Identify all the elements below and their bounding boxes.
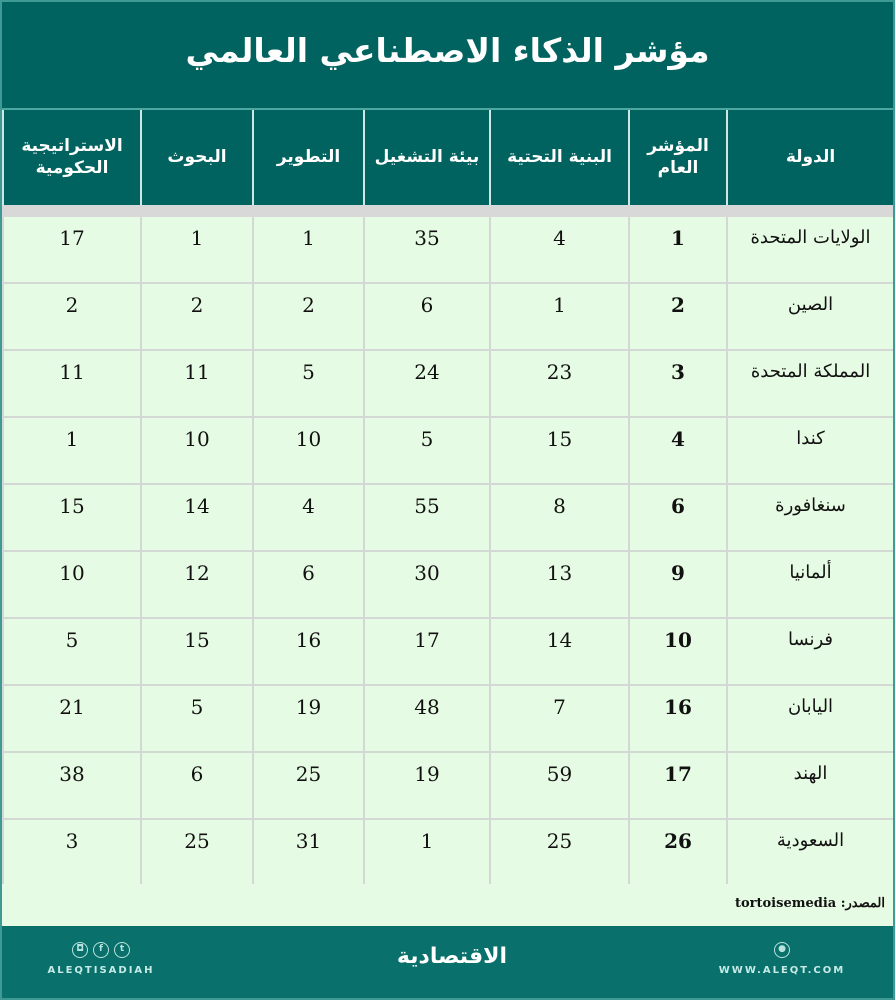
header-overall: المؤشر العام — [628, 110, 726, 205]
cell-government-strategy: 2 — [2, 284, 140, 349]
header-infrastructure: البنية التحتية — [489, 110, 628, 205]
cell-operating-environment: 30 — [363, 552, 489, 617]
header-government-strategy: الاستراتيجية الحكومية — [2, 110, 140, 205]
footer — [2, 926, 893, 998]
cell-research: 1 — [140, 217, 252, 282]
cell-research: 14 — [140, 485, 252, 550]
header-development: التطوير — [252, 110, 363, 205]
cell-country: الهند — [726, 753, 893, 818]
cell-country: كندا — [726, 418, 893, 483]
cell-infrastructure: 7 — [489, 686, 628, 751]
cell-development: 16 — [252, 619, 363, 684]
cell-overall: 4 — [628, 418, 726, 483]
cell-overall: 3 — [628, 351, 726, 416]
cell-operating-environment: 19 — [363, 753, 489, 818]
cell-country: اليابان — [726, 686, 893, 751]
web-icon: ● — [774, 942, 790, 958]
cell-government-strategy: 1 — [2, 418, 140, 483]
cell-government-strategy: 10 — [2, 552, 140, 617]
cell-country: ألمانيا — [726, 552, 893, 617]
cell-government-strategy: 17 — [2, 217, 140, 282]
cell-overall: 9 — [628, 552, 726, 617]
cell-government-strategy: 11 — [2, 351, 140, 416]
cell-overall: 1 — [628, 217, 726, 282]
cell-infrastructure: 1 — [489, 284, 628, 349]
footer-social — [46, 942, 156, 976]
header-country: الدولة — [726, 110, 893, 205]
cell-infrastructure: 59 — [489, 753, 628, 818]
cell-country: الصين — [726, 284, 893, 349]
cell-development: 1 — [252, 217, 363, 282]
cell-development: 5 — [252, 351, 363, 416]
table-row — [2, 820, 893, 887]
table-row — [2, 552, 893, 619]
cell-development: 4 — [252, 485, 363, 550]
title-bar — [2, 2, 893, 108]
cell-development: 19 — [252, 686, 363, 751]
header-research: البحوث — [140, 110, 252, 205]
table-row — [2, 418, 893, 485]
cell-operating-environment: 48 — [363, 686, 489, 751]
cell-overall: 26 — [628, 820, 726, 885]
table-row — [2, 284, 893, 351]
cell-development: 2 — [252, 284, 363, 349]
cell-infrastructure: 23 — [489, 351, 628, 416]
cell-government-strategy: 15 — [2, 485, 140, 550]
cell-research: 6 — [140, 753, 252, 818]
table-row — [2, 753, 893, 820]
cell-operating-environment: 6 — [363, 284, 489, 349]
cell-overall: 2 — [628, 284, 726, 349]
table-row — [2, 217, 893, 284]
twitter-icon[interactable]: t — [114, 942, 130, 958]
table-row — [2, 686, 893, 753]
cell-research: 2 — [140, 284, 252, 349]
cell-operating-environment: 1 — [363, 820, 489, 885]
cell-overall: 6 — [628, 485, 726, 550]
cell-research: 15 — [140, 619, 252, 684]
cell-country: سنغافورة — [726, 485, 893, 550]
cell-operating-environment: 55 — [363, 485, 489, 550]
cell-operating-environment: 35 — [363, 217, 489, 282]
cell-country: المملكة المتحدة — [726, 351, 893, 416]
cell-infrastructure: 4 — [489, 217, 628, 282]
cell-infrastructure: 25 — [489, 820, 628, 885]
cell-infrastructure: 14 — [489, 619, 628, 684]
source-row — [2, 884, 893, 926]
cell-development: 25 — [252, 753, 363, 818]
table-row — [2, 619, 893, 686]
cell-research: 5 — [140, 686, 252, 751]
cell-government-strategy: 21 — [2, 686, 140, 751]
cell-infrastructure: 15 — [489, 418, 628, 483]
source-text: المصدر: tortoisemedia — [734, 896, 885, 911]
cell-research: 25 — [140, 820, 252, 885]
website-url[interactable]: WWW.ALEQT.COM — [718, 965, 846, 976]
cell-country: فرنسا — [726, 619, 893, 684]
table-header — [2, 108, 893, 205]
cell-country: السعودية — [726, 820, 893, 885]
publication-logo: الاقتصادية — [396, 944, 508, 969]
cell-operating-environment: 24 — [363, 351, 489, 416]
facebook-icon[interactable]: f — [93, 942, 109, 958]
table-row — [2, 485, 893, 552]
cell-development: 10 — [252, 418, 363, 483]
social-handle: ALEQTISADIAH — [47, 965, 155, 976]
footer-website — [717, 942, 847, 976]
cell-infrastructure: 8 — [489, 485, 628, 550]
cell-infrastructure: 13 — [489, 552, 628, 617]
header-operating-environment: بيئة التشغيل — [363, 110, 489, 205]
instagram-icon[interactable]: ◘ — [72, 942, 88, 958]
cell-operating-environment: 5 — [363, 418, 489, 483]
cell-operating-environment: 17 — [363, 619, 489, 684]
cell-country: الولايات المتحدة — [726, 217, 893, 282]
cell-development: 6 — [252, 552, 363, 617]
header-separator — [2, 205, 893, 217]
table-row — [2, 351, 893, 418]
page-title: مؤشر الذكاء الاصطناعي العالمي — [185, 30, 710, 70]
cell-research: 10 — [140, 418, 252, 483]
cell-research: 12 — [140, 552, 252, 617]
cell-overall: 17 — [628, 753, 726, 818]
cell-development: 31 — [252, 820, 363, 885]
cell-overall: 16 — [628, 686, 726, 751]
cell-government-strategy: 3 — [2, 820, 140, 885]
cell-government-strategy: 5 — [2, 619, 140, 684]
cell-research: 11 — [140, 351, 252, 416]
cell-government-strategy: 38 — [2, 753, 140, 818]
cell-overall: 10 — [628, 619, 726, 684]
